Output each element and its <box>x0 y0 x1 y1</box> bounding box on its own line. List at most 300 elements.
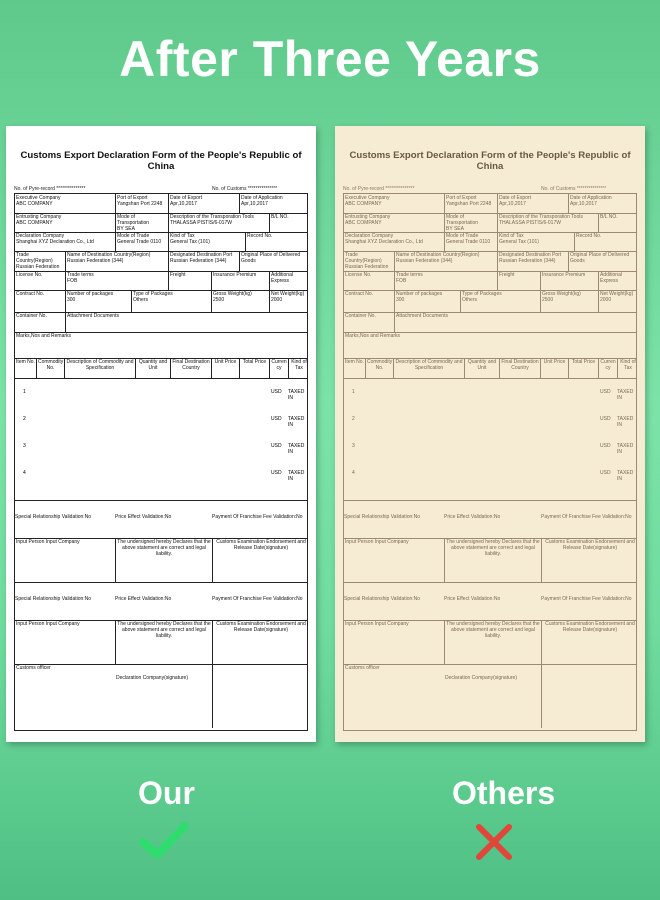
form-cell <box>288 358 309 378</box>
form-text: Designated Destination Port <box>499 252 562 258</box>
form-cell <box>15 358 36 378</box>
form-text: B/L NO. <box>271 214 289 220</box>
form-cell <box>65 312 309 332</box>
check-icon <box>140 822 188 860</box>
form-text: Russian Federation <box>16 264 60 271</box>
form-text: THALASSA PISTIS/6-017W <box>499 220 561 227</box>
form-text: Additional Express <box>600 272 622 285</box>
form-cell <box>344 538 444 582</box>
form-text: Russian Federation (344) <box>396 258 453 265</box>
form-text: Contract No. <box>16 291 45 297</box>
form-cell <box>499 358 540 378</box>
form-cell <box>15 213 115 232</box>
others-form-sheet <box>335 126 645 742</box>
item-number: 1 <box>23 389 26 395</box>
form-cell <box>65 251 168 271</box>
form-row <box>15 271 307 291</box>
form-text: Customs Examination Endorsement and Release Date(signature) <box>545 539 635 552</box>
form-cell <box>344 312 394 332</box>
form-text: Kind of Tax <box>620 359 636 372</box>
form-cell <box>444 620 541 664</box>
form-cell <box>344 213 444 232</box>
form-cell <box>212 538 309 582</box>
form-cell <box>269 358 288 378</box>
form-cell <box>15 332 309 358</box>
form-text: Quantity and Unit <box>467 359 497 372</box>
form-text: Date of Export <box>170 195 202 201</box>
form-cell <box>365 358 393 378</box>
form-text: 2000 <box>600 297 612 304</box>
form-row <box>344 358 636 379</box>
form-text: Executive Company <box>345 195 390 201</box>
form-text: Attachment Documents <box>396 313 448 319</box>
form-cell <box>64 358 135 378</box>
form-text: ABC COMPANY <box>345 201 382 208</box>
form-text: Quantity and Unit <box>138 359 168 372</box>
customs-officer: Customs officer <box>16 665 51 671</box>
item-tax: TAXED IN <box>617 416 634 428</box>
form-text: Description of Commodity and Specification <box>66 359 134 372</box>
form-text: Trade Country(Region) <box>345 252 382 265</box>
form-text: Freight <box>170 272 186 278</box>
form-cell <box>464 358 499 378</box>
form-row <box>15 620 307 665</box>
form-text: General Trade 0110 <box>117 239 162 246</box>
form-text: Total Price <box>242 359 267 365</box>
form-cell <box>344 232 444 251</box>
form-row <box>15 312 307 333</box>
form-cell <box>15 232 115 251</box>
franchise-fee: Payment Of Franchise Fee Validation:No <box>541 514 632 520</box>
form-cell <box>540 271 598 290</box>
form-text: THALASSA PISTIS/6-017W <box>170 220 232 227</box>
form-cell <box>115 620 212 664</box>
item-currency: USD <box>600 470 611 476</box>
form-row <box>15 332 307 359</box>
form-row <box>344 251 636 272</box>
form-text: Date of Application <box>570 195 612 201</box>
form-text: Final Destination Country <box>501 359 539 372</box>
form-text: 300 <box>396 297 405 304</box>
form-cell <box>65 290 131 312</box>
blank-cell <box>212 664 309 728</box>
headline: After Three Years <box>119 31 541 87</box>
form-cell <box>598 213 638 232</box>
form-text: Original Place of Delivered Goods <box>241 252 301 265</box>
form-cell <box>135 358 170 378</box>
form-text: Customs Examination Endorsement and Release Date(signature) <box>216 539 306 552</box>
item-number: 1 <box>352 389 355 395</box>
form-text: Mode of Trade <box>117 233 150 239</box>
form-cell <box>344 271 394 290</box>
form-cell <box>497 271 540 290</box>
item-currency: USD <box>271 389 282 395</box>
form-title: Customs Export Declaration Form of the People's Republic of China <box>349 150 631 172</box>
form-row <box>15 358 307 379</box>
form-cell <box>15 194 115 213</box>
item-currency: USD <box>271 443 282 449</box>
form-row <box>15 232 307 252</box>
form-cell <box>239 194 309 213</box>
item-number: 2 <box>23 416 26 422</box>
form-cell <box>168 251 239 271</box>
form-text: Type of Packages <box>133 291 173 297</box>
form-text: Russian Federation <box>345 264 389 271</box>
form-text: Input Person Input Company <box>16 539 80 545</box>
form-cell <box>497 232 574 251</box>
franchise-fee: Payment Of Franchise Fee Validation:No <box>212 514 303 520</box>
item-currency: USD <box>271 416 282 422</box>
item-number: 2 <box>352 416 355 422</box>
form-text: Shanghai XYZ Declaration Co., Ltd <box>16 239 94 246</box>
form-text: Item No. <box>345 359 364 365</box>
form-cell <box>15 251 65 271</box>
form-text: ABC COMPANY <box>16 220 53 227</box>
form-cell <box>344 620 444 664</box>
special-relationship: Special Relationship Validation:No <box>15 514 92 520</box>
form-cell <box>540 358 568 378</box>
price-effect: Price Effect Validation:No <box>444 596 501 602</box>
form-cell <box>211 358 239 378</box>
form-cell <box>239 358 269 378</box>
item-tax: TAXED IN <box>288 416 305 428</box>
form-text: Trade Country(Region) <box>16 252 53 265</box>
form-text: Description of the Transporation Tools <box>170 214 254 220</box>
form-text: BY SEA <box>117 226 135 232</box>
declaration-signature: Declaration Company(signature) <box>445 675 517 682</box>
form-cell <box>394 271 497 290</box>
item-currency: USD <box>600 416 611 422</box>
form-text: Apr,10,2017 <box>241 201 268 208</box>
form-cell <box>212 620 309 664</box>
form-row <box>15 194 307 214</box>
form-cell <box>598 290 638 312</box>
form-text: Yangshan Port 2248 <box>117 201 163 208</box>
form-text: Kind of Tax <box>170 233 195 239</box>
form-text: 2500 <box>213 297 225 304</box>
form-cell <box>598 271 638 290</box>
form-text: Net Weight(kg) <box>271 291 305 297</box>
special-relationship: Special Relationship Validation:No <box>344 514 421 520</box>
item-number: 4 <box>23 470 26 476</box>
our-label: Our <box>138 775 195 811</box>
form-text: Shanghai XYZ Declaration Co., Ltd <box>345 239 423 246</box>
item-tax: TAXED IN <box>288 389 305 401</box>
form-cell <box>269 290 309 312</box>
form-row <box>344 232 636 252</box>
form-text: Apr,10,2017 <box>170 201 197 208</box>
form-text: Name of Destination Country(Region) <box>396 252 480 258</box>
form-text: B/L NO. <box>600 214 618 220</box>
form-text: Original Place of Delivered Goods <box>570 252 630 265</box>
form-text: Kind of Tax <box>291 359 307 372</box>
form-text: Contract No. <box>345 291 374 297</box>
form-text: Net Weight(kg) <box>600 291 634 297</box>
form-cell <box>568 358 598 378</box>
validation-row <box>344 582 636 621</box>
form-text: 2000 <box>271 297 283 304</box>
form-text: The undersigned hereby Declares that the above statement are correct and legal liability. <box>446 539 540 558</box>
form-cell <box>168 271 211 290</box>
form-text: Record No. <box>576 233 602 239</box>
form-text: Final Destination Country <box>172 359 210 372</box>
form-text: Item No. <box>16 359 35 365</box>
form-text: Port of Export <box>446 195 477 201</box>
form-text: FOB <box>396 278 407 285</box>
form-cell <box>568 251 638 271</box>
form-text: Mode of Transportation <box>117 214 150 227</box>
item-tax: TAXED IN <box>288 443 305 455</box>
form-cell <box>394 290 460 312</box>
form-text: The undersigned hereby Declares that the above statement are correct and legal liability. <box>446 621 540 640</box>
form-text: Executive Company <box>16 195 61 201</box>
form-row <box>344 271 636 291</box>
form-cell <box>393 358 464 378</box>
form-text: Russian Federation (344) <box>170 258 227 265</box>
form-cell <box>239 251 309 271</box>
declaration-table <box>14 193 308 731</box>
franchise-fee: Payment Of Franchise Fee Validation:No <box>541 596 632 602</box>
form-cell <box>460 290 540 312</box>
form-text: Type of Packages <box>462 291 502 297</box>
form-text: Apr,10,2017 <box>570 201 597 208</box>
form-row <box>344 332 636 359</box>
form-title: Customs Export Declaration Form of the People's Republic of China <box>20 150 302 172</box>
form-cell <box>211 290 269 312</box>
form-text: Apr,10,2017 <box>499 201 526 208</box>
form-text: Kind of Tax <box>499 233 524 239</box>
pre-record-number: No. of Pyre-record *************** <box>343 186 415 192</box>
form-text: Customs Examination Endorsement and Release Date(signature) <box>216 621 306 634</box>
form-cell <box>568 194 638 213</box>
form-cell <box>15 312 65 332</box>
form-cell <box>115 194 168 213</box>
form-cell <box>497 251 568 271</box>
form-text: ABC COMPANY <box>345 220 382 227</box>
form-text: Freight <box>499 272 515 278</box>
item-tax: TAXED IN <box>288 470 305 482</box>
form-text: Mode of Transportation <box>446 214 479 227</box>
form-text: Marks,Nos and Remarks <box>16 333 72 339</box>
form-text: Unit Price <box>543 359 566 365</box>
item-currency: USD <box>600 443 611 449</box>
form-row <box>344 213 636 233</box>
form-cell <box>115 538 212 582</box>
form-cell <box>617 358 638 378</box>
form-text: Additional Express <box>271 272 293 285</box>
item-tax: TAXED IN <box>617 443 634 455</box>
form-text: Declaration Company <box>16 233 65 239</box>
form-text: Trade terms <box>67 272 94 278</box>
franchise-fee: Payment Of Franchise Fee Validation:No <box>212 596 303 602</box>
form-text: Customs Examination Endorsement and Release Date(signature) <box>545 621 635 634</box>
customs-number: No. of Customs *************** <box>212 186 278 192</box>
form-text: Gross Weight(kg) <box>213 291 252 297</box>
form-cell <box>65 271 168 290</box>
item-currency: USD <box>600 389 611 395</box>
form-text: Name of Destination Country(Region) <box>67 252 151 258</box>
form-text: Date of Export <box>499 195 531 201</box>
validation-row <box>15 582 307 621</box>
price-effect: Price Effect Validation:No <box>444 514 501 520</box>
form-text: Entrusting Company <box>16 214 62 220</box>
form-cell <box>540 290 598 312</box>
item-tax: TAXED IN <box>617 389 634 401</box>
form-text: Description of the Transporation Tools <box>499 214 583 220</box>
form-cell <box>497 213 598 232</box>
validation-row <box>15 500 307 539</box>
item-currency: USD <box>271 470 282 476</box>
form-text: Input Person Input Company <box>345 539 409 545</box>
form-text: Russian Federation (344) <box>499 258 556 265</box>
special-relationship: Special Relationship Validation:No <box>15 596 92 602</box>
form-text: 300 <box>67 297 76 304</box>
item-number: 4 <box>352 470 355 476</box>
form-text: Insurance Premium <box>213 272 257 278</box>
form-cell <box>269 213 309 232</box>
form-cell <box>497 194 568 213</box>
form-text: License No. <box>16 272 43 278</box>
form-text: Trade terms <box>396 272 423 278</box>
form-text: Curren cy <box>271 359 287 372</box>
form-cell <box>541 620 638 664</box>
others-label: Others <box>452 775 556 811</box>
form-cell <box>170 358 211 378</box>
form-cell <box>115 213 168 232</box>
form-cell <box>168 213 269 232</box>
form-row <box>15 538 307 583</box>
form-cell <box>444 213 497 232</box>
validation-row <box>344 500 636 539</box>
form-text: Yangshan Port 2248 <box>446 201 492 208</box>
form-text: Input Person Input Company <box>345 621 409 627</box>
form-text: Marks,Nos and Remarks <box>345 333 401 339</box>
form-text: General Tax (101) <box>170 239 210 246</box>
form-text: Others <box>133 297 149 304</box>
form-text: General Tax (101) <box>499 239 539 246</box>
form-cell <box>344 332 638 358</box>
form-cell <box>344 358 365 378</box>
form-cell <box>444 194 497 213</box>
form-cell <box>344 290 394 312</box>
form-cell <box>245 232 309 251</box>
form-text: Description of Commodity and Specification <box>395 359 463 372</box>
items-area <box>15 378 307 501</box>
form-cell <box>168 232 245 251</box>
form-text: Number of packages <box>396 291 443 297</box>
form-row <box>344 312 636 333</box>
form-text: Total Price <box>571 359 596 365</box>
form-text: The undersigned hereby Declares that the above statement are correct and legal liability. <box>117 539 211 558</box>
signature-row <box>344 664 636 728</box>
item-tax: TAXED IN <box>617 470 634 482</box>
form-text: Designated Destination Port <box>170 252 233 258</box>
form-text: Russian Federation (344) <box>67 258 124 265</box>
form-cell <box>15 290 65 312</box>
form-cell <box>15 271 65 290</box>
form-text: License No. <box>345 272 372 278</box>
officer-cell <box>15 664 212 728</box>
form-cell <box>15 538 115 582</box>
form-cell <box>574 232 638 251</box>
form-cell <box>394 312 638 332</box>
form-text: Number of packages <box>67 291 114 297</box>
form-text: Entrusting Company <box>345 214 391 220</box>
form-cell <box>598 358 617 378</box>
item-number: 3 <box>23 443 26 449</box>
declaration-table <box>343 193 637 731</box>
form-cell <box>344 194 444 213</box>
cross-icon <box>474 822 514 862</box>
form-cell <box>444 538 541 582</box>
form-text: Commodity No. <box>367 359 393 372</box>
form-cell <box>15 620 115 664</box>
form-row <box>344 290 636 313</box>
form-text: 2500 <box>542 297 554 304</box>
form-row <box>15 213 307 233</box>
form-text: Mode of Trade <box>446 233 479 239</box>
form-row <box>344 538 636 583</box>
customs-officer: Customs officer <box>345 665 380 671</box>
form-cell <box>444 232 497 251</box>
form-text: Insurance Premium <box>542 272 586 278</box>
form-cell <box>211 271 269 290</box>
officer-cell <box>344 664 541 728</box>
special-relationship: Special Relationship Validation:No <box>344 596 421 602</box>
price-effect: Price Effect Validation:No <box>115 596 172 602</box>
form-cell <box>36 358 64 378</box>
blank-cell <box>541 664 638 728</box>
items-area <box>344 378 636 501</box>
form-text: Unit Price <box>214 359 237 365</box>
form-text: Commodity No. <box>38 359 64 372</box>
price-effect: Price Effect Validation:No <box>115 514 172 520</box>
pre-record-number: No. of Pyre-record *************** <box>14 186 86 192</box>
form-cell <box>115 232 168 251</box>
form-row <box>15 290 307 313</box>
form-text: BY SEA <box>446 226 464 232</box>
form-text: Gross Weight(kg) <box>542 291 581 297</box>
form-row <box>344 620 636 665</box>
form-text: Date of Application <box>241 195 283 201</box>
form-text: Curren cy <box>600 359 616 372</box>
form-text: Port of Export <box>117 195 148 201</box>
form-cell <box>541 538 638 582</box>
form-text: ABC COMPANY <box>16 201 53 208</box>
form-row <box>15 251 307 272</box>
form-text: Declaration Company <box>345 233 394 239</box>
form-cell <box>344 251 394 271</box>
form-text: Container No. <box>345 313 376 319</box>
our-form-sheet <box>6 126 316 742</box>
customs-number: No. of Customs *************** <box>541 186 607 192</box>
form-text: Others <box>462 297 478 304</box>
form-cell <box>168 194 239 213</box>
signature-row <box>15 664 307 728</box>
form-text: FOB <box>67 278 78 285</box>
form-text: Attachment Documents <box>67 313 119 319</box>
form-cell <box>394 251 497 271</box>
form-text: The undersigned hereby Declares that the above statement are correct and legal liability. <box>117 621 211 640</box>
form-text: Input Person Input Company <box>16 621 80 627</box>
form-text: Container No. <box>16 313 47 319</box>
form-text: General Trade 0110 <box>446 239 491 246</box>
form-cell <box>131 290 211 312</box>
declaration-signature: Declaration Company(signature) <box>116 675 188 682</box>
item-number: 3 <box>352 443 355 449</box>
form-text: Record No. <box>247 233 273 239</box>
form-cell <box>269 271 309 290</box>
